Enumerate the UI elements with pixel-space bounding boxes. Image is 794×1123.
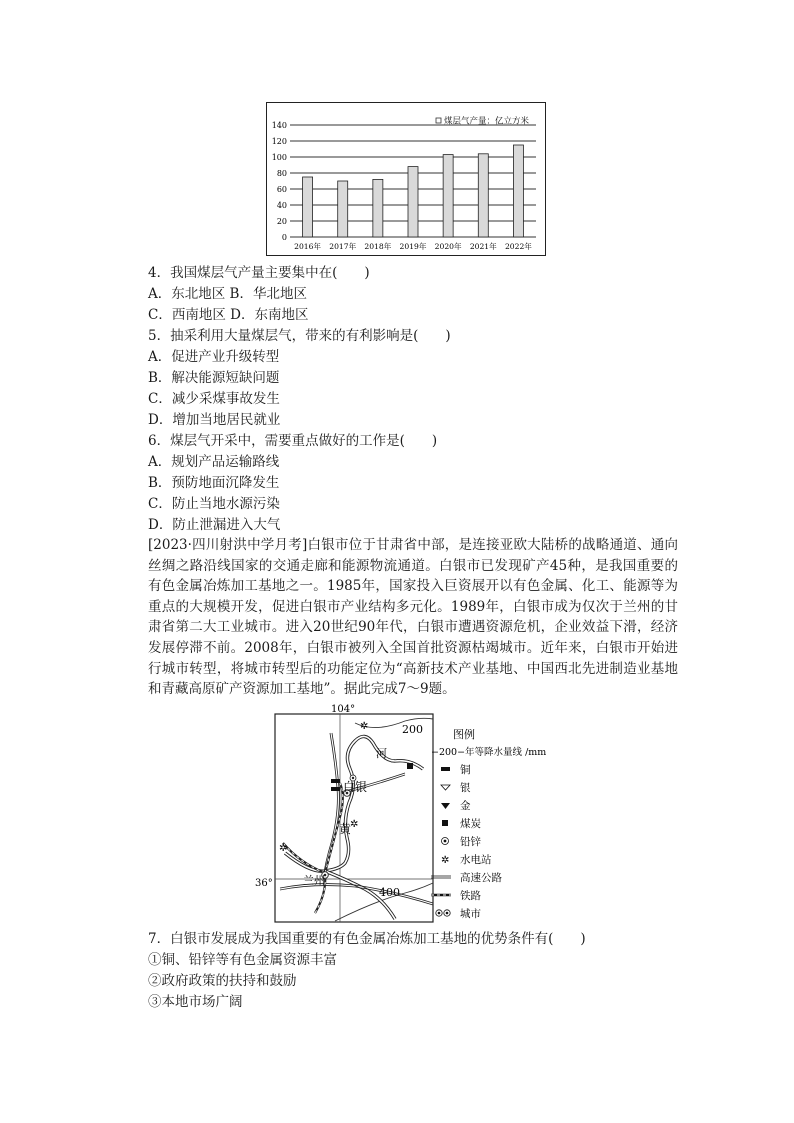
legend-title: 图例 (453, 728, 475, 741)
city-label-baiyin: 白银 (343, 780, 368, 794)
hydropower-icon: ✲ (360, 721, 369, 732)
map-legend-label: 银 (460, 782, 471, 794)
coal-icon (407, 763, 413, 769)
river-label-huang: 黄 (339, 822, 352, 836)
y-tick-label: 60 (276, 185, 287, 194)
y-tick-label: 140 (271, 121, 287, 130)
q5-option-a: A．促进产业升级转型 (148, 349, 280, 365)
y-tick-label: 20 (276, 217, 287, 226)
legend-label: 煤层气产量：亿立方米 (444, 116, 530, 127)
q7-stem: 7．白银市发展成为我国重要的有色金属冶炼加工基地的优势条件有( ) (148, 931, 586, 947)
bar (408, 167, 418, 237)
y-tick-label: 0 (281, 233, 287, 242)
lead-zinc-icon (442, 838, 449, 845)
iso-200-label: 200 (402, 723, 423, 736)
q6-option-d: D．防止泄漏进入大气 (148, 517, 281, 533)
map-legend-label: 城市 (460, 908, 481, 920)
q4-options-cd: C．西南地区 D．东南地区 (148, 307, 309, 323)
map-legend-label: 水电站 (460, 854, 492, 866)
legend-swatch (436, 118, 441, 123)
y-tick-label: 40 (276, 201, 287, 210)
coalbed-gas-chart (266, 102, 546, 256)
bar (338, 181, 348, 237)
chart-bars (303, 145, 524, 237)
copper-icon (441, 767, 450, 771)
copper-icon (331, 787, 340, 791)
chart-legend (436, 116, 530, 127)
map-legend-label: 铅锌 (460, 836, 481, 848)
hydropower-icon (441, 855, 449, 866)
x-tick-label: 2017年 (329, 242, 357, 251)
city-icon (436, 910, 450, 916)
x-tick-label: 2019年 (399, 242, 427, 251)
river-label-he: 河 (376, 747, 387, 760)
q6-option-a: A．规划产品运输路线 (148, 454, 280, 470)
hydropower-icon: ✲ (279, 843, 288, 854)
q6-option-c: C．防止当地水源污染 (148, 496, 280, 512)
q7-item-3: ③本地市场广阔 (148, 994, 243, 1010)
q5-stem: 5．抽采利用大量煤层气，带来的有利影响是( ) (148, 328, 451, 344)
q5-option-c: C．减少采煤事故发生 (148, 391, 280, 407)
q5-option-b: B．解决能源短缺问题 (148, 370, 280, 386)
q4-stem: 4．我国煤层气产量主要集中在( ) (148, 265, 370, 281)
map-legend-label: 金 (460, 800, 471, 812)
x-tick-label: 2018年 (364, 242, 392, 251)
highway-icon (431, 876, 451, 878)
lat-label: 36° (255, 878, 273, 889)
bar (513, 145, 523, 237)
x-tick-label: 2021年 (469, 242, 497, 251)
lead-zinc-dot (352, 777, 354, 779)
y-axis-ticks (272, 121, 287, 242)
map-legend-label: 高速公路 (460, 872, 502, 884)
map-legend-label: 煤炭 (460, 818, 481, 830)
y-tick-label: 120 (271, 137, 287, 146)
q7-item-2: ②政府政策的扶持和鼓励 (148, 973, 297, 989)
bar (478, 154, 488, 237)
map-legend-label: 铜 (460, 764, 471, 776)
passage-text: [2023·四川射洪中学月考]白银市位于甘肃省中部，是连接亚欧大陆桥的战略通道、通向丝绸之路沿线国家的交通走廊和能源物流通道。白银市已发现矿产45种，是我国重要的有色金属冶炼加工基地之一。1985年，国家投入巨资展开以有色金属、化工、能源等为重点的大规模开发，促进白银市产业结构多元化。1989年，白银市成为仅次于兰州的甘肃省第二大工业城市。进入20世纪90年代，白银市遭遇资源危机，企业效益下滑，经济发展停滞不前。2008年，白银市被列入全国首批资源枯竭城市。近年来，白银市开始进行城市转型，将城市转型后的功能定位为“高新技术产业基地、中国西北先进制造业基地和青藏高原矿产资源加工基地”。据此完成7～9题。 (148, 537, 678, 698)
svg-text:✲: ✲ (441, 855, 450, 866)
lon-label: 104° (331, 704, 356, 715)
q6-option-b: B．预防地面沉降发生 (148, 475, 280, 491)
bar (373, 179, 383, 237)
x-axis-ticks (294, 241, 532, 251)
gold-icon (441, 803, 450, 809)
q5-option-d: D．增加当地居民就业 (148, 412, 281, 428)
bar (303, 177, 313, 237)
y-tick-label: 80 (276, 169, 287, 178)
silver-icon (441, 785, 450, 790)
x-tick-label: 2022年 (504, 242, 532, 251)
baiyin-map (255, 703, 547, 927)
map-legend (431, 746, 546, 920)
city-label-lanzhou: 兰州 (303, 874, 325, 887)
map-frame (275, 714, 433, 922)
q7-item-1: ①铜、铅锌等有色金属资源丰富 (148, 952, 337, 968)
hydropower-icon: ✲ (350, 819, 359, 830)
q6-stem: 6．煤层气开采中，需要重点做好的工作是( ) (148, 433, 438, 449)
y-tick-label: 100 (271, 153, 287, 162)
map-legend-label: 铁路 (460, 890, 481, 902)
map-legend-label: −200−年等降水量线 /mm (431, 747, 547, 758)
bar (443, 155, 453, 237)
x-tick-label: 2020年 (434, 242, 462, 251)
q4-options-ab: A．东北地区 B．华北地区 (148, 286, 307, 302)
coal-icon (442, 820, 448, 826)
x-tick-label: 2016年 (294, 242, 322, 251)
copper-icon (331, 779, 340, 783)
iso-400-label: 400 (379, 886, 400, 899)
